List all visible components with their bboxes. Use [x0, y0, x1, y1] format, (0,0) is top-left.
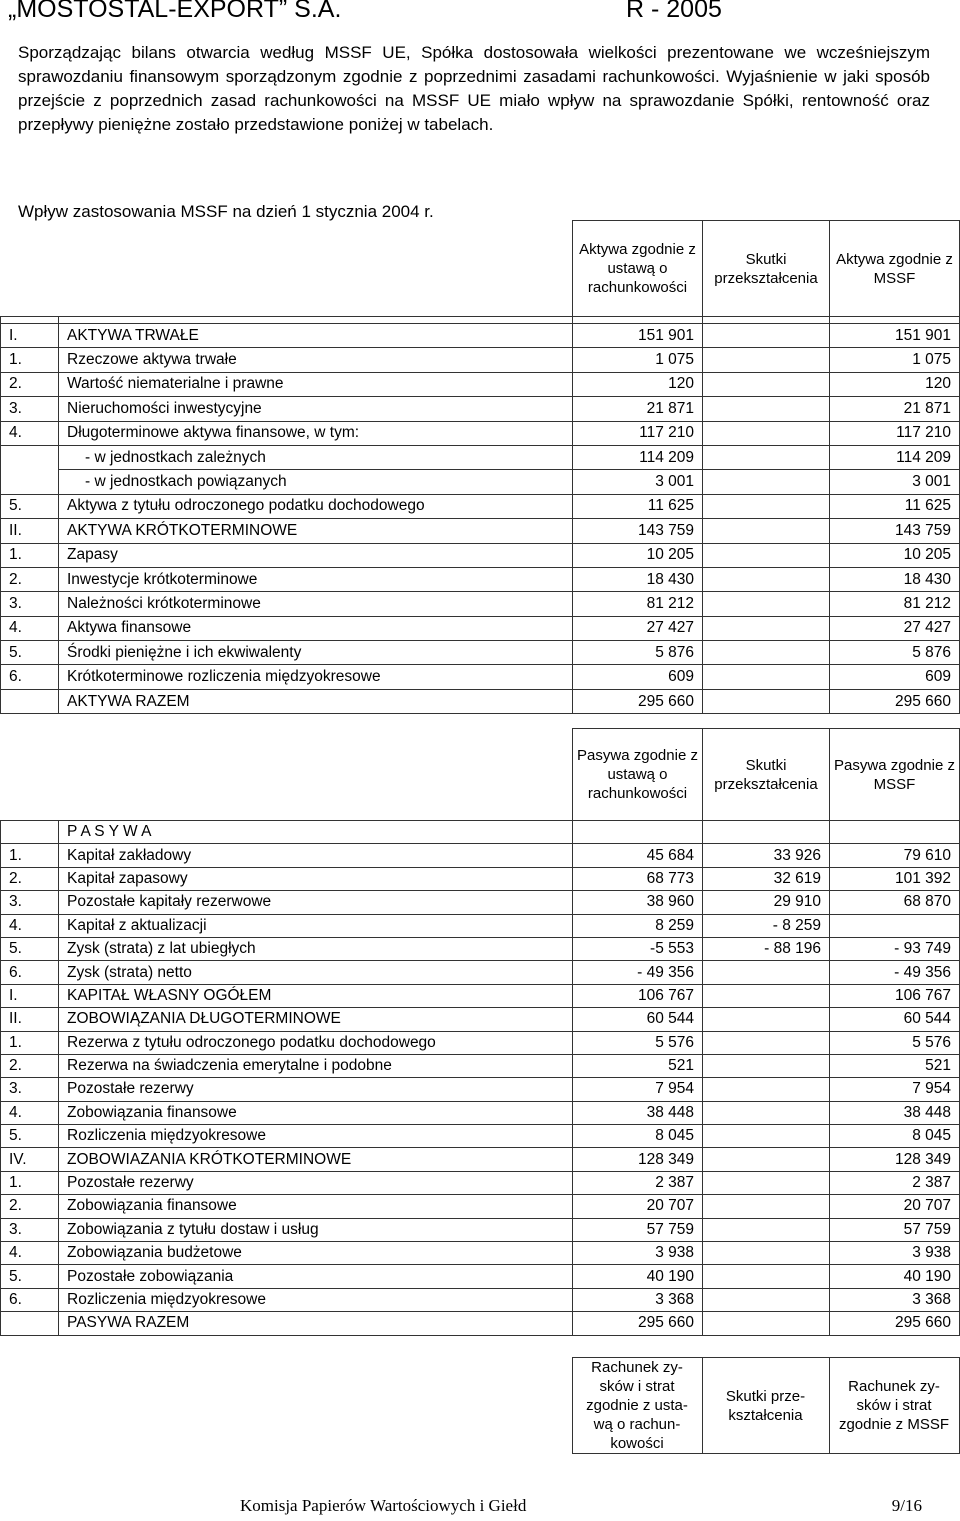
- assets-col-adjustment: Skutki przekształcenia: [703, 221, 830, 317]
- assets-header-row: [1, 221, 960, 317]
- value-adjustment: [703, 372, 830, 396]
- value-statutory: 151 901: [573, 324, 703, 348]
- value-statutory: 521: [573, 1054, 703, 1077]
- value-adjustment: [703, 1242, 830, 1265]
- value-mssf: 60 544: [830, 1008, 960, 1031]
- value-statutory: 1 075: [573, 348, 703, 372]
- row-number: 1.: [1, 348, 59, 372]
- row-number: I.: [1, 984, 59, 1007]
- row-number: II.: [1, 1008, 59, 1031]
- table-row: [1, 567, 960, 591]
- value-statutory: 60 544: [573, 1008, 703, 1031]
- value-mssf: 3 938: [830, 1242, 960, 1265]
- row-label: P A S Y W A: [59, 821, 573, 844]
- liabilities-col-statutory: Pasywa zgodnie z ustawą o rachunkowości: [573, 729, 703, 821]
- row-label: Kapitał zakładowy: [59, 844, 573, 867]
- value-statutory: 27 427: [573, 616, 703, 640]
- liabilities-table: [0, 728, 960, 1336]
- row-number: 2.: [1, 372, 59, 396]
- table-row: [1, 1031, 960, 1054]
- row-number: 6.: [1, 961, 59, 984]
- row-number: 2.: [1, 567, 59, 591]
- page-number: 9/16: [891, 1496, 922, 1515]
- row-number: 3.: [1, 891, 59, 914]
- value-adjustment: [703, 689, 830, 713]
- row-label: Rzeczowe aktywa trwałe: [59, 348, 573, 372]
- value-adjustment: [703, 567, 830, 591]
- value-mssf: 3 001: [830, 470, 960, 494]
- row-number: 3.: [1, 592, 59, 616]
- row-number: IV.: [1, 1148, 59, 1171]
- value-adjustment: [703, 616, 830, 640]
- value-adjustment: [703, 519, 830, 543]
- value-statutory: 57 759: [573, 1218, 703, 1241]
- value-adjustment: [703, 421, 830, 445]
- value-mssf: 38 448: [830, 1101, 960, 1124]
- table-row: [1, 519, 960, 543]
- table-row: [1, 867, 960, 890]
- value-statutory: 128 349: [573, 1148, 703, 1171]
- table-row: [1, 984, 960, 1007]
- value-statutory: [573, 821, 703, 844]
- row-number: 2.: [1, 1054, 59, 1077]
- row-label: Rozliczenia międzyokresowe: [59, 1125, 573, 1148]
- table-row: [1, 937, 960, 960]
- income-col-adjustment: Skutki prze- kształcenia: [702, 1358, 829, 1454]
- value-adjustment: [703, 1008, 830, 1031]
- table-row: [1, 616, 960, 640]
- value-mssf: 27 427: [830, 616, 960, 640]
- value-mssf: 1 075: [830, 348, 960, 372]
- table-row: [1, 1288, 960, 1311]
- row-number: 2.: [1, 867, 59, 890]
- table-row: [1, 641, 960, 665]
- row-label: Pozostałe kapitały rezerwowe: [59, 891, 573, 914]
- value-mssf: 18 430: [830, 567, 960, 591]
- value-mssf: 20 707: [830, 1195, 960, 1218]
- page-footer: [240, 1494, 930, 1518]
- table-row: [1, 961, 960, 984]
- value-statutory: 106 767: [573, 984, 703, 1007]
- value-statutory: 3 938: [573, 1242, 703, 1265]
- row-label: Rezerwa z tytułu odroczonego podatku dochodowego: [59, 1031, 573, 1054]
- table-row: [1, 1125, 960, 1148]
- value-mssf: 106 767: [830, 984, 960, 1007]
- table-row: [1, 1195, 960, 1218]
- value-adjustment: [703, 665, 830, 689]
- row-number: 5.: [1, 1265, 59, 1288]
- table-row: [1, 891, 960, 914]
- value-mssf: [830, 914, 960, 937]
- row-label: AKTYWA KRÓTKOTERMINOWE: [59, 519, 573, 543]
- row-label: Długoterminowe aktywa finansowe, w tym:: [59, 421, 573, 445]
- value-mssf: 295 660: [830, 689, 960, 713]
- value-mssf: 5 876: [830, 641, 960, 665]
- value-mssf: 114 209: [830, 445, 960, 469]
- value-mssf: 128 349: [830, 1148, 960, 1171]
- table-row: [1, 397, 960, 421]
- row-number: 1.: [1, 543, 59, 567]
- value-statutory: 81 212: [573, 592, 703, 616]
- row-number: 1.: [1, 844, 59, 867]
- table-row: [1, 1008, 960, 1031]
- value-statutory: 609: [573, 665, 703, 689]
- row-label: Należności krótkoterminowe: [59, 592, 573, 616]
- row-label: ZOBOWIĄZANIA DŁUGOTERMINOWE: [59, 1008, 573, 1031]
- value-adjustment: [703, 445, 830, 469]
- value-mssf: - 49 356: [830, 961, 960, 984]
- value-mssf: 7 954: [830, 1078, 960, 1101]
- row-label: Inwestycje krótkoterminowe: [59, 567, 573, 591]
- value-statutory: 11 625: [573, 494, 703, 518]
- value-adjustment: [703, 1125, 830, 1148]
- value-statutory: 117 210: [573, 421, 703, 445]
- value-adjustment: [703, 1054, 830, 1077]
- row-label: Zobowiązania z tytułu dostaw i usług: [59, 1218, 573, 1241]
- row-label: Zysk (strata) z lat ubiegłych: [59, 937, 573, 960]
- footer-source: Komisja Papierów Wartościowych i Giełd: [240, 1496, 527, 1515]
- row-label: PASYWA RAZEM: [59, 1312, 573, 1335]
- row-number: 4.: [1, 1242, 59, 1265]
- row-number: 1.: [1, 1171, 59, 1194]
- row-number: 6.: [1, 665, 59, 689]
- assets-table: [0, 220, 960, 714]
- value-statutory: 5 876: [573, 641, 703, 665]
- table-row: [1, 1312, 960, 1335]
- intro-paragraph: Sporządzając bilans otwarcia według MSSF UE, Spółka dostosowała wielkości prezentowane we wcześniejszym sprawozdaniu finansowym sporządzonym zgodnie z poprzednimi zasadami rachunkowości. Wyjaśnienie w jaki sposób przejście z poprzednich zasad rachunkowości na MSSF UE miało wpływ na sprawozdanie Spółki, rentowność oraz przepływy pieniężne zostało przedstawione poniżej w tabelach.: [18, 43, 930, 134]
- table-caption: Wpływ zastosowania MSSF na dzień 1 stycznia 2004 r.: [18, 202, 434, 221]
- value-mssf: 295 660: [830, 1312, 960, 1335]
- table-row: [1, 494, 960, 518]
- value-statutory: 68 773: [573, 867, 703, 890]
- value-adjustment: [703, 1312, 830, 1335]
- value-adjustment: [703, 397, 830, 421]
- value-statutory: 38 448: [573, 1101, 703, 1124]
- value-mssf: 57 759: [830, 1218, 960, 1241]
- assets-col-mssf: Aktywa zgodnie z MSSF: [830, 221, 960, 317]
- row-label: Kapitał zapasowy: [59, 867, 573, 890]
- row-number: 3.: [1, 397, 59, 421]
- row-number: I.: [1, 324, 59, 348]
- row-label: AKTYWA RAZEM: [59, 689, 573, 713]
- table-row: [1, 1078, 960, 1101]
- value-mssf: - 93 749: [830, 937, 960, 960]
- value-mssf: 40 190: [830, 1265, 960, 1288]
- row-label: Nieruchomości inwestycyjne: [59, 397, 573, 421]
- value-statutory: 3 001: [573, 470, 703, 494]
- table-row: [1, 689, 960, 713]
- value-statutory: 3 368: [573, 1288, 703, 1311]
- row-label: Pozostałe rezerwy: [59, 1078, 573, 1101]
- value-mssf: 151 901: [830, 324, 960, 348]
- value-mssf: [830, 821, 960, 844]
- table-row: [1, 324, 960, 348]
- value-mssf: 5 576: [830, 1031, 960, 1054]
- value-mssf: 521: [830, 1054, 960, 1077]
- row-label: Aktywa z tytułu odroczonego podatku dochodowego: [59, 494, 573, 518]
- table-row: [1, 348, 960, 372]
- value-mssf: 21 871: [830, 397, 960, 421]
- row-label: Pozostałe zobowiązania: [59, 1265, 573, 1288]
- row-label: Zobowiązania budżetowe: [59, 1242, 573, 1265]
- value-adjustment: [703, 592, 830, 616]
- liabilities-col-adjustment: Skutki przekształcenia: [703, 729, 830, 821]
- row-number: [1, 1312, 59, 1335]
- value-mssf: 3 368: [830, 1288, 960, 1311]
- table-row: [1, 421, 960, 445]
- row-number: 5.: [1, 1125, 59, 1148]
- value-adjustment: - 8 259: [703, 914, 830, 937]
- company-name: „MOSTOSTAL-EXPORT” S.A.: [8, 0, 342, 23]
- value-mssf: 8 045: [830, 1125, 960, 1148]
- table-row: [1, 470, 960, 494]
- value-statutory: 45 684: [573, 844, 703, 867]
- row-number: 1.: [1, 1031, 59, 1054]
- table-row: [1, 543, 960, 567]
- table-row: [1, 821, 960, 844]
- value-adjustment: 32 619: [703, 867, 830, 890]
- row-number: 2.: [1, 1195, 59, 1218]
- row-label: Krótkoterminowe rozliczenia międzyokresowe: [59, 665, 573, 689]
- value-mssf: 143 759: [830, 519, 960, 543]
- row-label: - w jednostkach powiązanych: [59, 470, 573, 494]
- table-row: [1, 1218, 960, 1241]
- liabilities-header-row: [1, 729, 960, 821]
- row-label: Zysk (strata) netto: [59, 961, 573, 984]
- value-adjustment: [703, 1078, 830, 1101]
- value-mssf: 609: [830, 665, 960, 689]
- value-statutory: 295 660: [573, 689, 703, 713]
- value-adjustment: [703, 1148, 830, 1171]
- row-label: Zapasy: [59, 543, 573, 567]
- value-adjustment: [703, 324, 830, 348]
- row-label: KAPITAŁ WŁASNY OGÓŁEM: [59, 984, 573, 1007]
- value-mssf: 101 392: [830, 867, 960, 890]
- table-row: [1, 1171, 960, 1194]
- value-mssf: 10 205: [830, 543, 960, 567]
- row-number: 6.: [1, 1288, 59, 1311]
- row-number: 4.: [1, 914, 59, 937]
- value-statutory: 7 954: [573, 1078, 703, 1101]
- value-statutory: 38 960: [573, 891, 703, 914]
- row-label: Rezerwa na świadczenia emerytalne i podobne: [59, 1054, 573, 1077]
- report-code: R - 2005: [626, 0, 722, 23]
- value-mssf: 117 210: [830, 421, 960, 445]
- value-adjustment: [703, 470, 830, 494]
- row-number: [1, 470, 59, 494]
- row-number: [1, 821, 59, 844]
- value-statutory: 2 387: [573, 1171, 703, 1194]
- row-number: 3.: [1, 1218, 59, 1241]
- row-label: Środki pieniężne i ich ekwiwalenty: [59, 641, 573, 665]
- row-number: 3.: [1, 1078, 59, 1101]
- value-adjustment: [703, 494, 830, 518]
- value-mssf: 11 625: [830, 494, 960, 518]
- value-adjustment: [703, 1101, 830, 1124]
- table-row: [1, 1265, 960, 1288]
- value-statutory: 143 759: [573, 519, 703, 543]
- row-number: 4.: [1, 616, 59, 640]
- row-label: Pozostałe rezerwy: [59, 1171, 573, 1194]
- assets-col-statutory: Aktywa zgodnie z ustawą o rachunkowości: [573, 221, 703, 317]
- row-number: 5.: [1, 641, 59, 665]
- table-row: [1, 914, 960, 937]
- table-row: [1, 1101, 960, 1124]
- row-label: Aktywa finansowe: [59, 616, 573, 640]
- income-statement-table: [0, 1357, 960, 1454]
- value-statutory: - 49 356: [573, 961, 703, 984]
- row-number: [1, 445, 59, 469]
- value-adjustment: [703, 1171, 830, 1194]
- value-adjustment: [703, 641, 830, 665]
- row-label: ZOBOWIAZANIA KRÓTKOTERMINOWE: [59, 1148, 573, 1171]
- value-statutory: 8 045: [573, 1125, 703, 1148]
- value-adjustment: [703, 821, 830, 844]
- row-label: - w jednostkach zależnych: [59, 445, 573, 469]
- income-col-statutory: Rachunek zy- sków i strat zgodnie z usta- wą o rachun- kowości: [572, 1358, 702, 1454]
- table-row: [1, 1242, 960, 1265]
- income-col-mssf: Rachunek zy- sków i strat zgodnie z MSSF: [829, 1358, 959, 1454]
- value-adjustment: [703, 984, 830, 1007]
- value-adjustment: [703, 1218, 830, 1241]
- table-row: [1, 1148, 960, 1171]
- value-adjustment: - 88 196: [703, 937, 830, 960]
- value-statutory: 40 190: [573, 1265, 703, 1288]
- table-row: [1, 372, 960, 396]
- value-adjustment: 29 910: [703, 891, 830, 914]
- value-statutory: 8 259: [573, 914, 703, 937]
- row-label: Zobowiązania finansowe: [59, 1101, 573, 1124]
- value-mssf: 2 387: [830, 1171, 960, 1194]
- value-statutory: 114 209: [573, 445, 703, 469]
- value-statutory: 20 707: [573, 1195, 703, 1218]
- value-statutory: 5 576: [573, 1031, 703, 1054]
- row-label: AKTYWA TRWAŁE: [59, 324, 573, 348]
- value-mssf: 81 212: [830, 592, 960, 616]
- value-mssf: 79 610: [830, 844, 960, 867]
- value-adjustment: [703, 1288, 830, 1311]
- row-label: Zobowiązania finansowe: [59, 1195, 573, 1218]
- table-row: [1, 445, 960, 469]
- value-adjustment: [703, 961, 830, 984]
- value-statutory: 21 871: [573, 397, 703, 421]
- value-statutory: 120: [573, 372, 703, 396]
- row-label: Wartość niematerialne i prawne: [59, 372, 573, 396]
- value-adjustment: 33 926: [703, 844, 830, 867]
- liabilities-col-mssf: Pasywa zgodnie z MSSF: [830, 729, 960, 821]
- row-number: 4.: [1, 1101, 59, 1124]
- value-mssf: 68 870: [830, 891, 960, 914]
- value-adjustment: [703, 543, 830, 567]
- row-number: 4.: [1, 421, 59, 445]
- row-number: 5.: [1, 494, 59, 518]
- value-adjustment: [703, 1031, 830, 1054]
- table-row: [1, 844, 960, 867]
- value-adjustment: [703, 1265, 830, 1288]
- value-statutory: 18 430: [573, 567, 703, 591]
- row-label: Kapitał z aktualizacji: [59, 914, 573, 937]
- value-adjustment: [703, 348, 830, 372]
- value-adjustment: [703, 1195, 830, 1218]
- table-row: [1, 665, 960, 689]
- row-number: 5.: [1, 937, 59, 960]
- row-number: [1, 689, 59, 713]
- value-statutory: 10 205: [573, 543, 703, 567]
- table-row: [1, 1054, 960, 1077]
- income-header-row: [0, 1358, 959, 1454]
- value-statutory: -5 553: [573, 937, 703, 960]
- row-label: Rozliczenia międzyokresowe: [59, 1288, 573, 1311]
- value-statutory: 295 660: [573, 1312, 703, 1335]
- value-mssf: 120: [830, 372, 960, 396]
- row-number: II.: [1, 519, 59, 543]
- table-row: [1, 592, 960, 616]
